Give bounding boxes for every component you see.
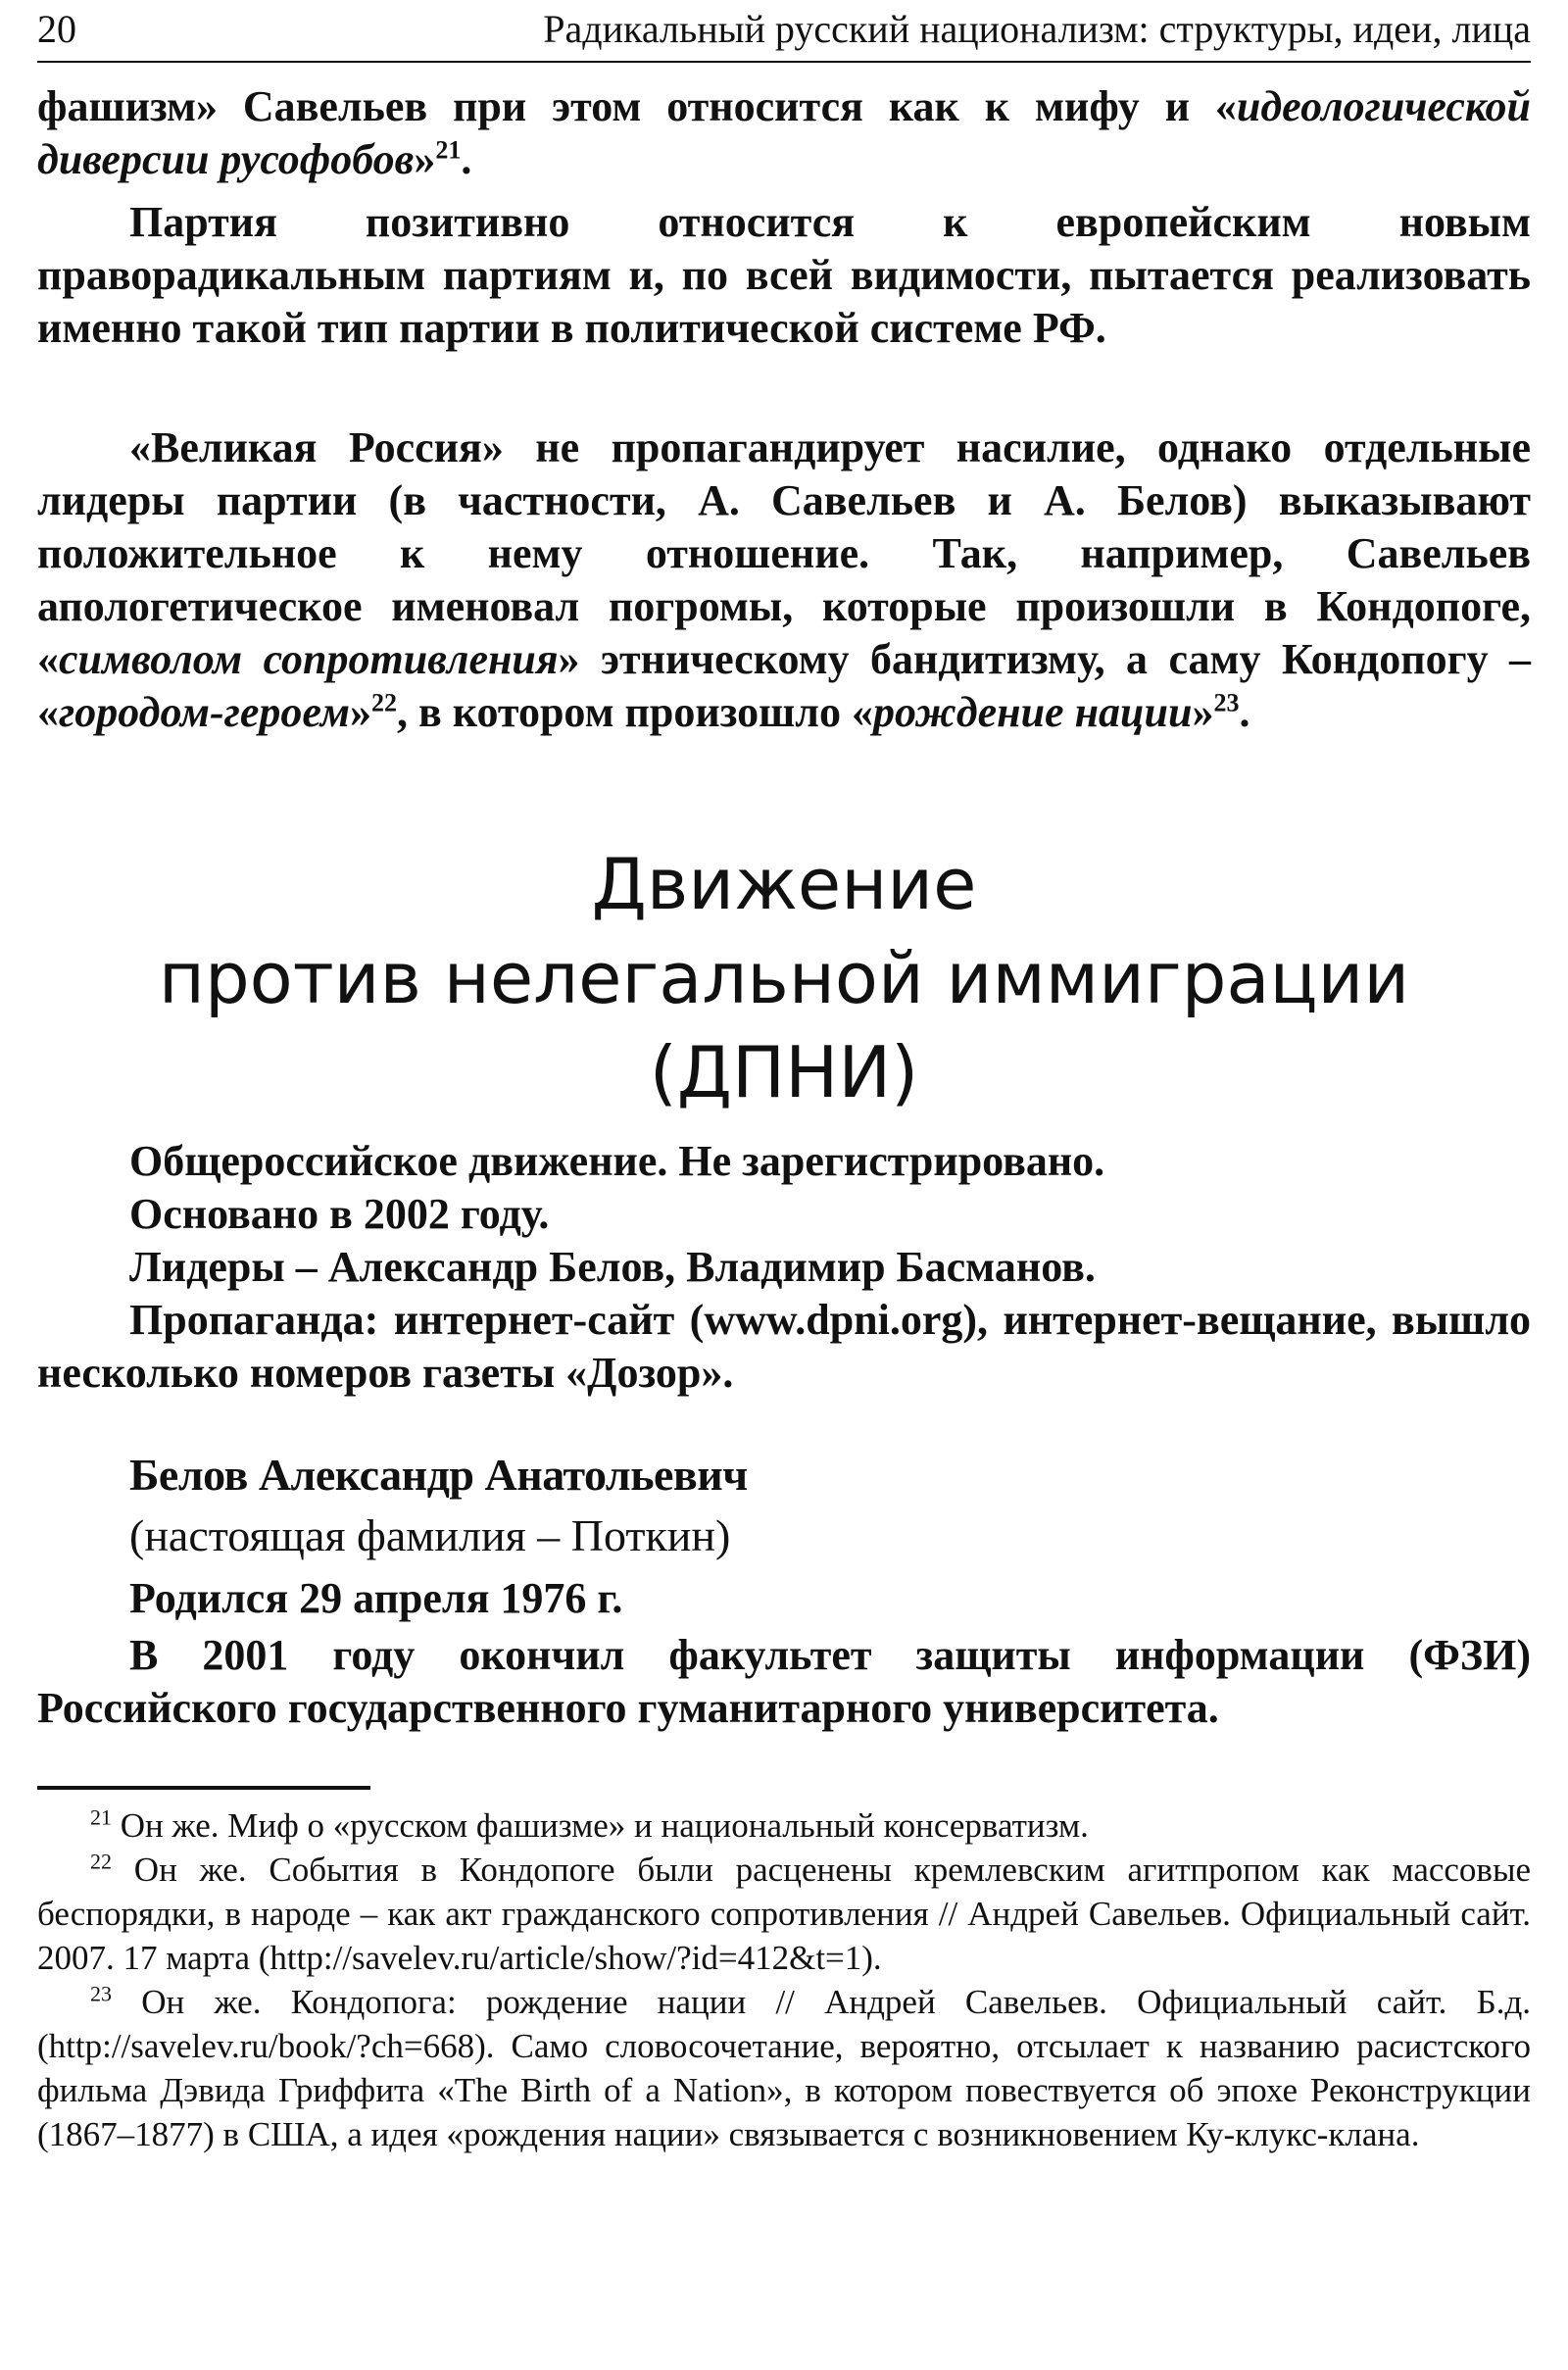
heading-line-3: (ДПНИ): [649, 1031, 919, 1113]
person-name: Белов Александр Анатольевич: [129, 1450, 748, 1500]
text-run: «Великая Россия» не пропагандирует насилие, однако отдельные лидеры партии (в частности, А. Савельев и А. Белов) выказывают положительное к нему отношение. Так, например, Савельев апологетическое именовал погромы, которые произошли в Кондопоге, «: [37, 423, 1531, 683]
text-run: фашизм» Савельев при этом относится как к мифу и «: [37, 82, 1237, 130]
footnote-ref-21[interactable]: 21: [435, 135, 462, 165]
info-founded: Основано в 2002 году.: [129, 1190, 550, 1238]
main-text: [37, 80, 1531, 739]
text-run: » этническому бандитизму, а саму Кондопогу – «: [37, 635, 1532, 736]
text-run: »: [349, 688, 371, 736]
person-real-name: (настоящая фамилия – Поткин): [129, 1510, 731, 1560]
italic-quote: символом сопротивления: [59, 635, 559, 683]
footnote-number: 23: [90, 1981, 112, 2006]
running-header: [37, 0, 1531, 63]
footnote-23: [37, 1980, 1531, 2156]
footnote-number: 22: [90, 1849, 112, 1874]
footnote-text: Он же. События в Кондопоге были расценены кремлевским агитпропом как массовые беспорядки, в народе – как акт гражданского сопротивления // Андрей Савельев. Официальный сайт. 2007. 17 марта (http://savelev.ru/article/show/?id=412&t=1).: [37, 1851, 1532, 1977]
text-run: .: [1239, 688, 1250, 736]
footnote-21: [37, 1803, 1531, 1848]
person-entry: [37, 1445, 1531, 1735]
footnote-number: 21: [90, 1804, 112, 1830]
italic-quote: идеологической диверсии русофобов: [37, 82, 1531, 183]
book-page: [37, 0, 1531, 2156]
footnote-22: [37, 1848, 1531, 1980]
text-run: »: [1192, 688, 1214, 736]
footnote-ref-22[interactable]: 22: [370, 688, 397, 717]
info-status: Общероссийское движение. Не зарегистрировано.: [129, 1137, 1105, 1185]
paragraph-1: [37, 80, 1531, 186]
info-leaders: Лидеры – Александр Белов, Владимир Басманов.: [129, 1243, 1096, 1291]
text-run: , в котором произошло «: [396, 688, 873, 736]
person-born: Родился 29 апреля 1976 г.: [129, 1574, 623, 1622]
heading-line-1: Движение: [591, 843, 977, 925]
italic-quote: рождение нации: [873, 688, 1193, 736]
footnotes: [37, 1803, 1531, 2156]
running-title: Радикальный русский национализм: структуры, идеи, лица: [543, 7, 1531, 51]
page-number: 20: [37, 7, 76, 51]
person-education: В 2001 году окончил факультет защиты информации (ФЗИ) Российского государственного гуманитарного университета.: [37, 1631, 1531, 1732]
section-heading: [37, 837, 1531, 1119]
footnote-ref-23[interactable]: 23: [1213, 688, 1240, 717]
paragraph-2: Партия позитивно относится к европейским новым праворадикальным партиям и, по всей видимости, пытается реализовать именно такой тип партии в политической системе РФ.: [37, 198, 1531, 352]
footnote-separator: [37, 1786, 370, 1790]
info-propaganda: Пропаганда: интернет-сайт (www.dpni.org), интернет-вещание, вышло несколько номеров газеты «Дозор».: [37, 1296, 1531, 1397]
footnote-text: Он же. Миф о «русском фашизме» и национальный консерватизм.: [120, 1806, 1089, 1845]
text-run: .: [461, 135, 472, 183]
paragraph-3: [37, 421, 1531, 739]
heading-line-2: против нелегальной иммиграции: [158, 937, 1410, 1019]
text-run: »: [414, 135, 436, 183]
italic-quote: городом-героем: [59, 688, 350, 736]
organization-info: [37, 1135, 1531, 1400]
footnote-text: Он же. Кондопога: рождение нации // Андрей Савельев. Официальный сайт. Б.д. (http://savelev.ru/book/?ch=668). Само словосочетание, вероятно, отсылает к названию расистского фильма Дэвида Гриффита «The Birth of a Nation», в котором повествуется об эпохе Реконструкции (1867–1877) в США, а идея «рождения нации» связывается с возникновением Ку-клукс-клана.: [37, 1983, 1532, 2153]
